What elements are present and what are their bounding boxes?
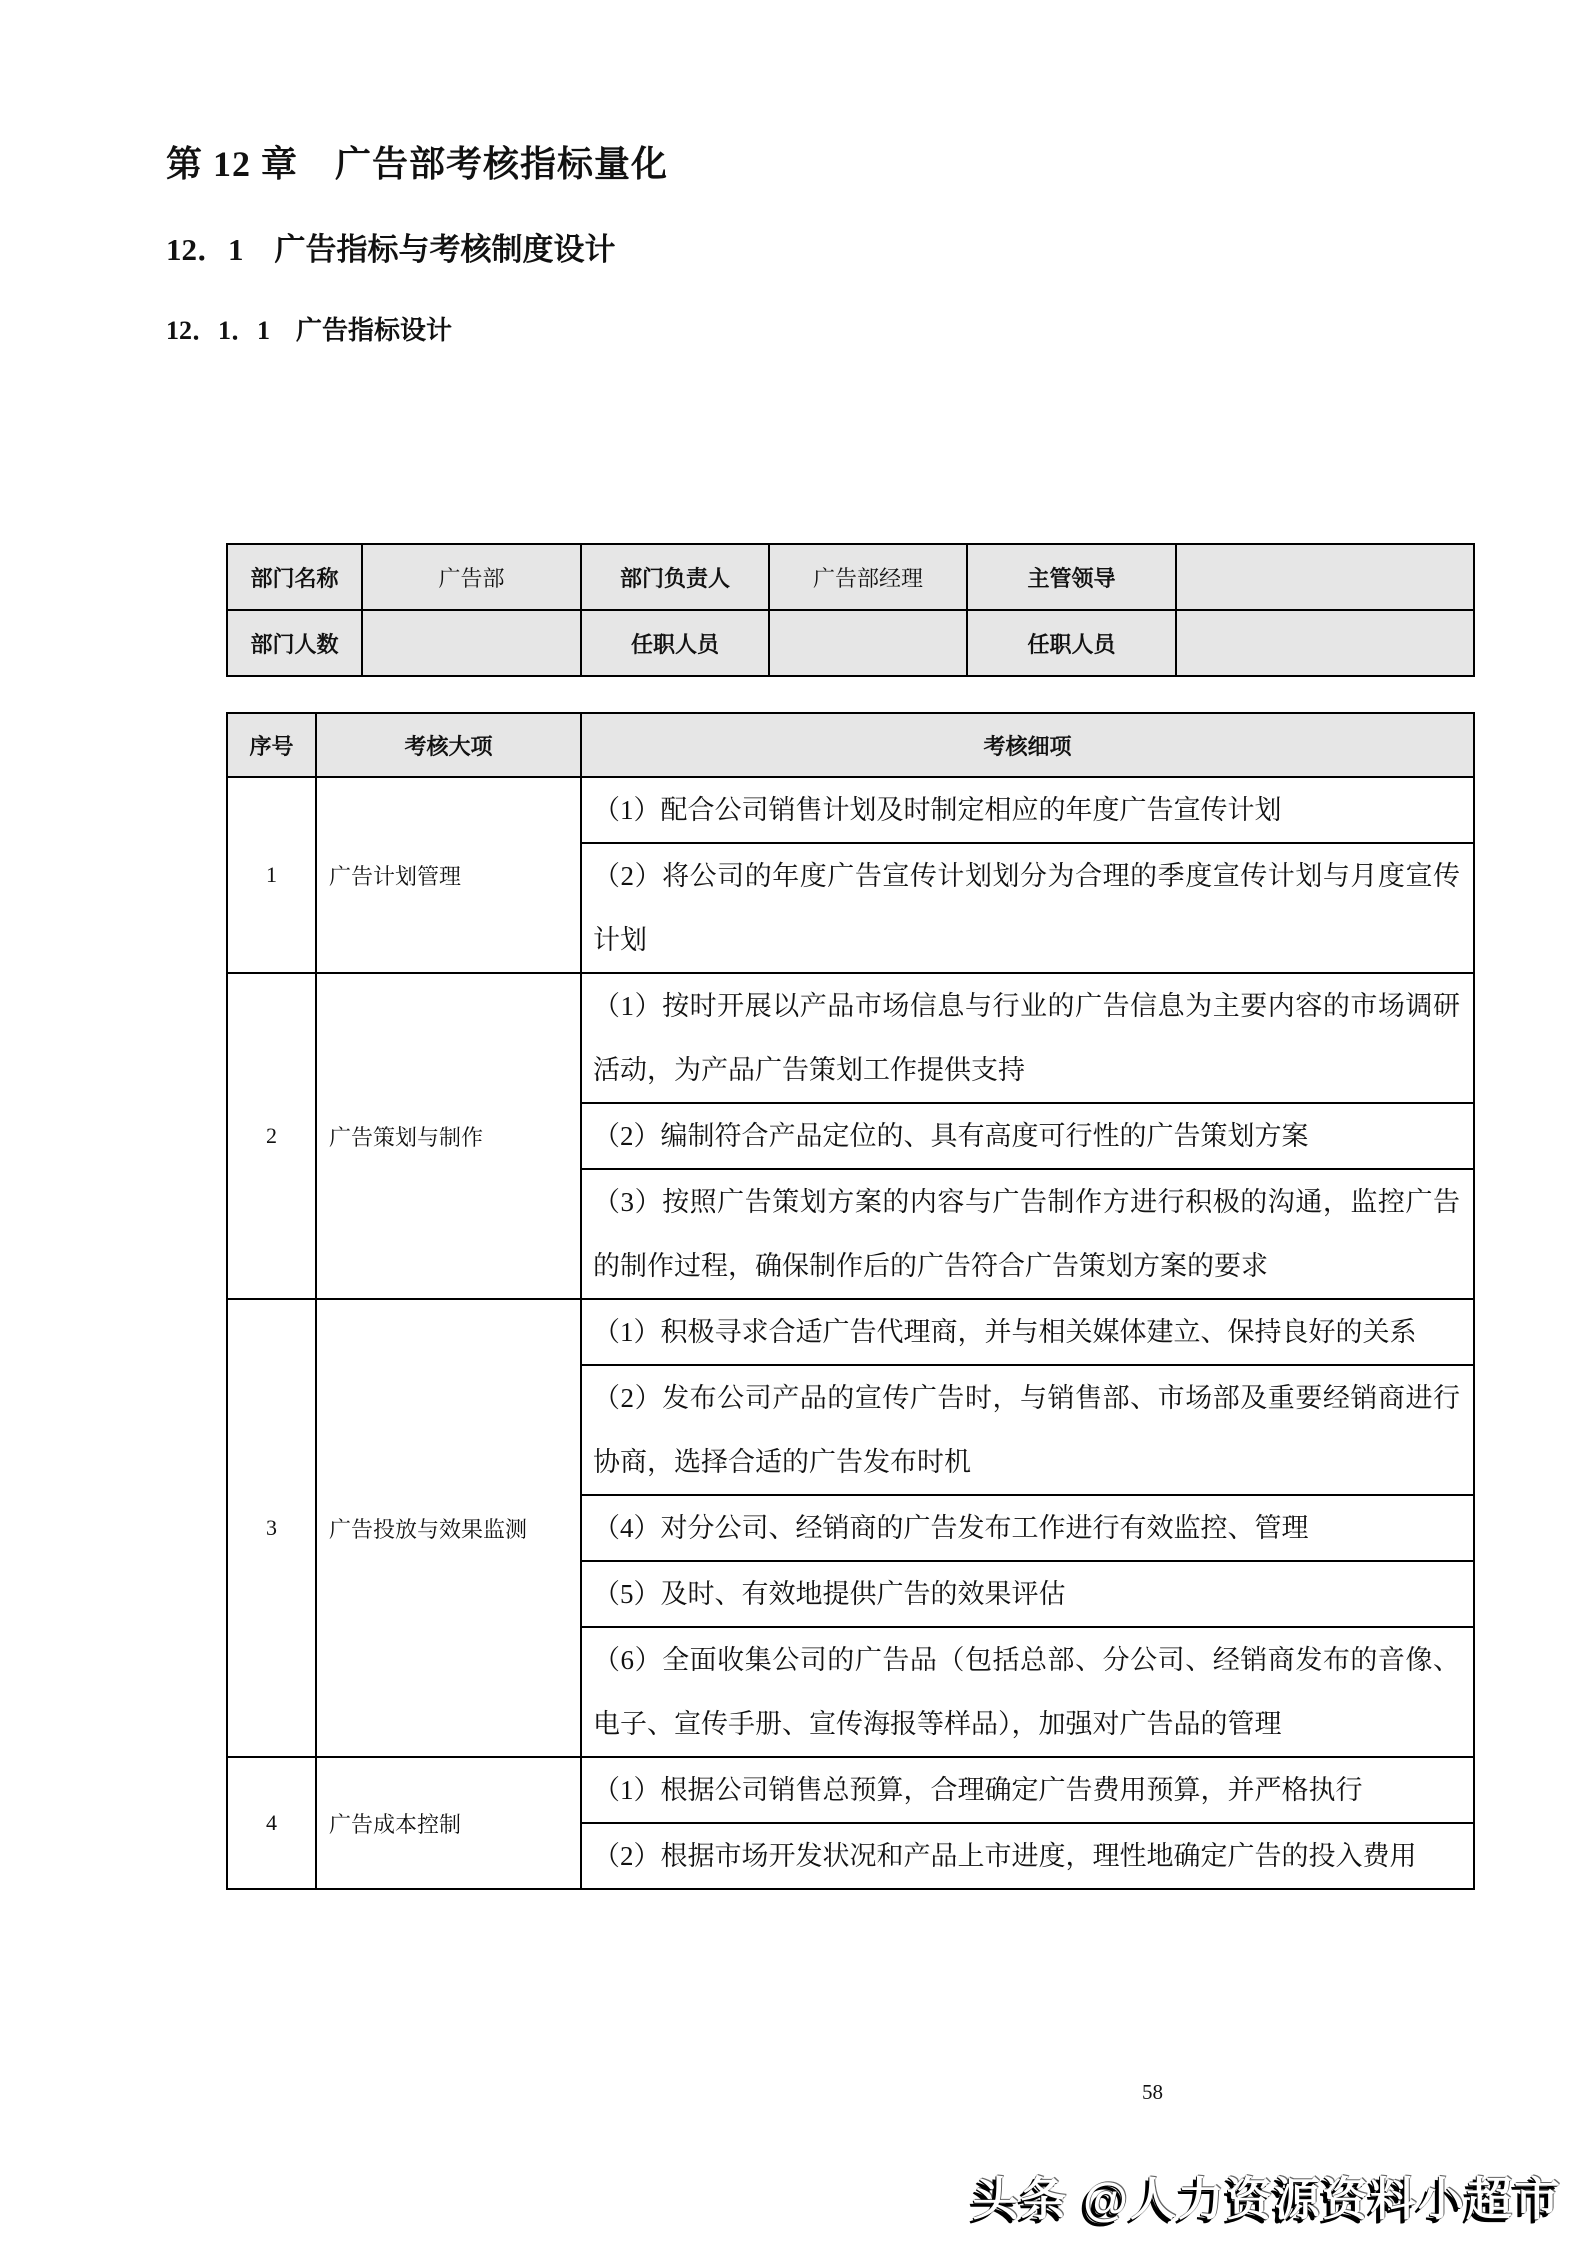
kpi-detail-cell: （2）根据市场开发状况和产品上市进度，理性地确定广告的投入费用 [581,1823,1474,1889]
chapter-title: 第 12 章 广告部考核指标量化 [166,144,669,184]
kpi-detail-cell: （6）全面收集公司的广告品（包括总部、分公司、经销商发布的音像、电子、宣传手册、宣传海报等样品），加强对广告品的管理 [581,1627,1474,1757]
info-label-cell: 部门负责人 [581,544,769,610]
department-info-table-body [227,544,1474,676]
kpi-detail-cell: （5）及时、有效地提供广告的效果评估 [581,1561,1474,1627]
kpi-serial-cell: 4 [227,1757,316,1889]
info-label-cell: 任职人员 [581,610,769,676]
info-table-row [227,610,1474,676]
kpi-category-cell: 广告计划管理 [316,777,581,973]
department-info-table [226,543,1475,677]
kpi-category-cell: 广告成本控制 [316,1757,581,1889]
kpi-category-cell: 广告策划与制作 [316,973,581,1299]
kpi-header-cell: 考核细项 [581,713,1474,777]
kpi-table [226,712,1475,1890]
kpi-serial-cell: 3 [227,1299,316,1757]
info-value-cell: 广告部经理 [769,544,967,610]
info-label-cell: 部门人数 [227,610,362,676]
info-value-cell [769,610,967,676]
page-number: 58 [1142,2080,1163,2104]
kpi-detail-cell: （2）发布公司产品的宣传广告时，与销售部、市场部及重要经销商进行协商，选择合适的广告发布时机 [581,1365,1474,1495]
kpi-detail-cell: （2）编制符合产品定位的、具有高度可行性的广告策划方案 [581,1103,1474,1169]
kpi-detail-cell: （1）按时开展以产品市场信息与行业的广告信息为主要内容的市场调研活动，为产品广告策划工作提供支持 [581,973,1474,1103]
subsection-title: 12．1．1 广告指标设计 [166,316,453,345]
info-value-cell [362,610,581,676]
kpi-group-row [227,1757,1474,1823]
section-title: 12．1 广告指标与考核制度设计 [166,232,616,267]
kpi-detail-cell: （1）根据公司销售总预算，合理确定广告费用预算，并严格执行 [581,1757,1474,1823]
info-table-row [227,544,1474,610]
info-value-cell [1176,610,1474,676]
kpi-group-row [227,1299,1474,1365]
watermark-text: 头条 @人力资源资料小超市 [972,2173,1562,2225]
kpi-header-cell: 考核大项 [316,713,581,777]
kpi-detail-cell: （1）积极寻求合适广告代理商，并与相关媒体建立、保持良好的关系 [581,1299,1474,1365]
kpi-group-row [227,777,1474,843]
kpi-category-cell: 广告投放与效果监测 [316,1299,581,1757]
info-value-cell: 广告部 [362,544,581,610]
kpi-table-body [227,777,1474,1889]
info-label-cell: 部门名称 [227,544,362,610]
kpi-detail-cell: （3）按照广告策划方案的内容与广告制作方进行积极的沟通，监控广告的制作过程，确保制作后的广告符合广告策划方案的要求 [581,1169,1474,1299]
kpi-serial-cell: 1 [227,777,316,973]
kpi-header-cell: 序号 [227,713,316,777]
kpi-header-row [227,713,1474,777]
kpi-detail-cell: （4）对分公司、经销商的广告发布工作进行有效监控、管理 [581,1495,1474,1561]
info-value-cell [1176,544,1474,610]
kpi-detail-cell: （2）将公司的年度广告宣传计划划分为合理的季度宣传计划与月度宣传计划 [581,843,1474,973]
info-label-cell: 任职人员 [967,610,1176,676]
kpi-group-row [227,973,1474,1103]
kpi-serial-cell: 2 [227,973,316,1299]
kpi-detail-cell: （1）配合公司销售计划及时制定相应的年度广告宣传计划 [581,777,1474,843]
info-label-cell: 主管领导 [967,544,1176,610]
